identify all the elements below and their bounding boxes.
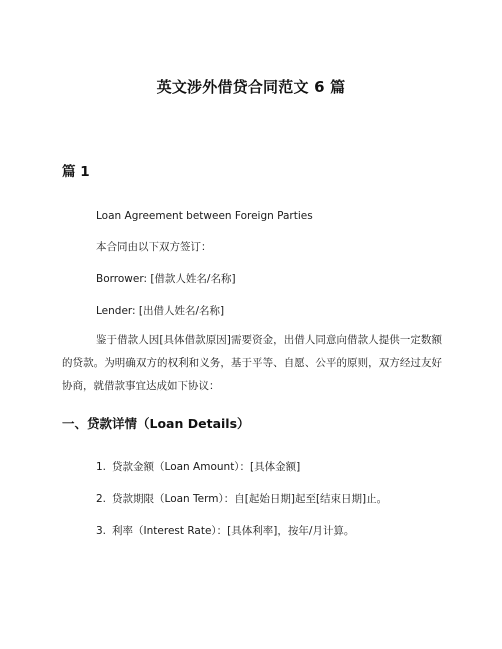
lender-line: Lender: [出借人姓名/名称]	[96, 305, 225, 317]
list-item-interest-rate	[96, 524, 354, 538]
borrower-line: Borrower: [借款人姓名/名称]	[96, 273, 236, 285]
list-item-number: 2.	[96, 493, 107, 505]
list-item-text: 利率（Interest Rate）：[具体利率]，按年/月计算。	[112, 525, 355, 537]
document-title: 英文涉外借贷合同范文 6 篇	[156, 78, 346, 96]
list-item-loan-term	[96, 492, 387, 506]
parties-intro-line: 本合同由以下双方签订：	[96, 241, 212, 253]
list-item-text: 贷款期限（Loan Term）：自[起始日期]起至[结束日期]止。	[112, 493, 388, 505]
section-heading-1: 篇 1	[62, 164, 90, 180]
list-item-text: 贷款金额（Loan Amount）：[具体金额]	[112, 461, 301, 473]
preamble-paragraph: 鉴于借款人因[具体借款原因]需要资金，出借人同意向借款人提供一定数额的贷款。为明确双方的权利和义务，基于平等、自愿、公平的原则，双方经过友好协商，就借款事宜达成如下协议：	[62, 334, 442, 392]
agreement-title-line: Loan Agreement between Foreign Parties	[96, 210, 313, 222]
list-item-number: 1.	[96, 461, 107, 473]
subsection-heading-loan-details: 一、贷款详情（Loan Details）	[62, 416, 250, 431]
list-item-loan-amount	[96, 460, 300, 474]
list-item-number: 3.	[96, 525, 107, 537]
